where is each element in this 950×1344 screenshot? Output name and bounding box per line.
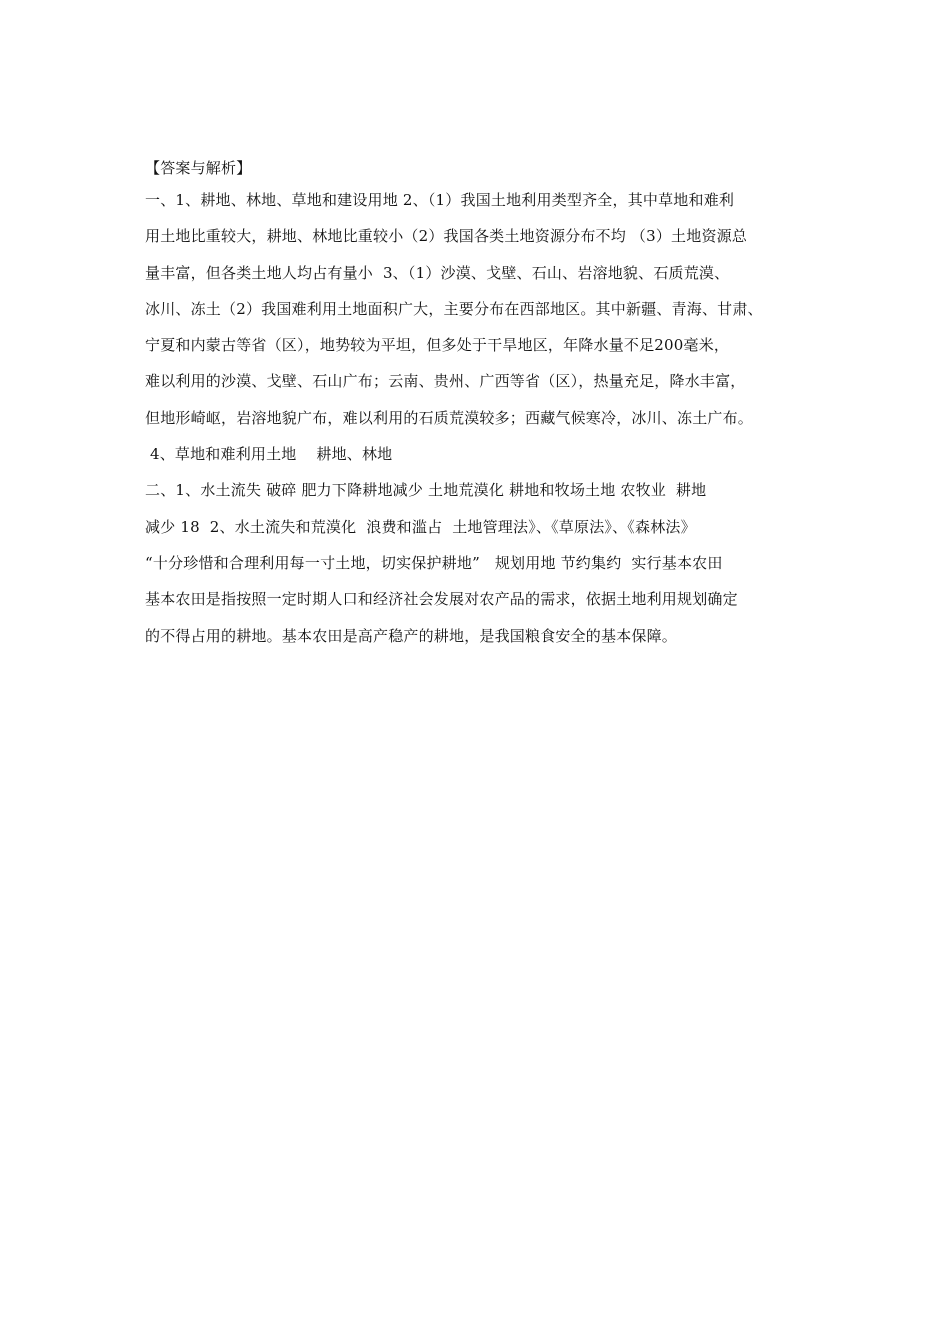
text-line: 的不得占用的耕地。基本农田是高产稳产的耕地，是我国粮食安全的基本保障。 [145, 626, 678, 645]
text-line: 基本农田是指按照一定时期人口和经济社会发展对农产品的需求，依据土地利用规划确定 [145, 590, 738, 609]
text-line: 但地形崎岖，岩溶地貌广布，难以利用的石质荒漠较多；西藏气候寒冷，冰川、冻土广布。 [145, 408, 754, 427]
text-line: 二、1、水土流失 破碎 肥力下降耕地减少 土地荒漠化 耕地和牧场土地 农牧业 耕地 [145, 481, 707, 500]
text-line: 量丰富，但各类土地人均占有量小 3、（1）沙漠、戈壁、石山、岩溶地貌、石质荒漠、 [145, 263, 730, 282]
text-line: 4、草地和难利用土地 耕地、林地 [145, 445, 393, 464]
text-line: “十分珍惜和合理利用每一寸土地，切实保护耕地” 规划用地 节约集约 实行基本农田 [145, 553, 723, 572]
text-line: 冰川、冻土（2）我国难利用土地面积广大，主要分布在西部地区。其中新疆、青海、甘肃、 [145, 299, 763, 318]
text-line: 难以利用的沙漠、戈壁、石山广布；云南、贵州、广西等省（区），热量充足，降水丰富， [145, 372, 746, 391]
text-line: 用土地比重较大，耕地、林地比重较小（2）我国各类土地资源分布不均 （3）土地资源总 [145, 227, 748, 246]
answer-section [145, 158, 845, 662]
text-line: 宁夏和内蒙古等省（区），地势较为平坦，但多处于干旱地区，年降水量不足200毫米， [145, 336, 730, 355]
text-line: 一、1、耕地、林地、草地和建设用地 2、（1）我国土地利用类型齐全，其中草地和难利 [145, 191, 735, 209]
text-line: 减少 18 2、水土流失和荒漠化 浪费和滥占 土地管理法》、《草原法》、《森林法》 [145, 517, 696, 536]
section-heading: 【答案与解析】 [145, 159, 252, 177]
